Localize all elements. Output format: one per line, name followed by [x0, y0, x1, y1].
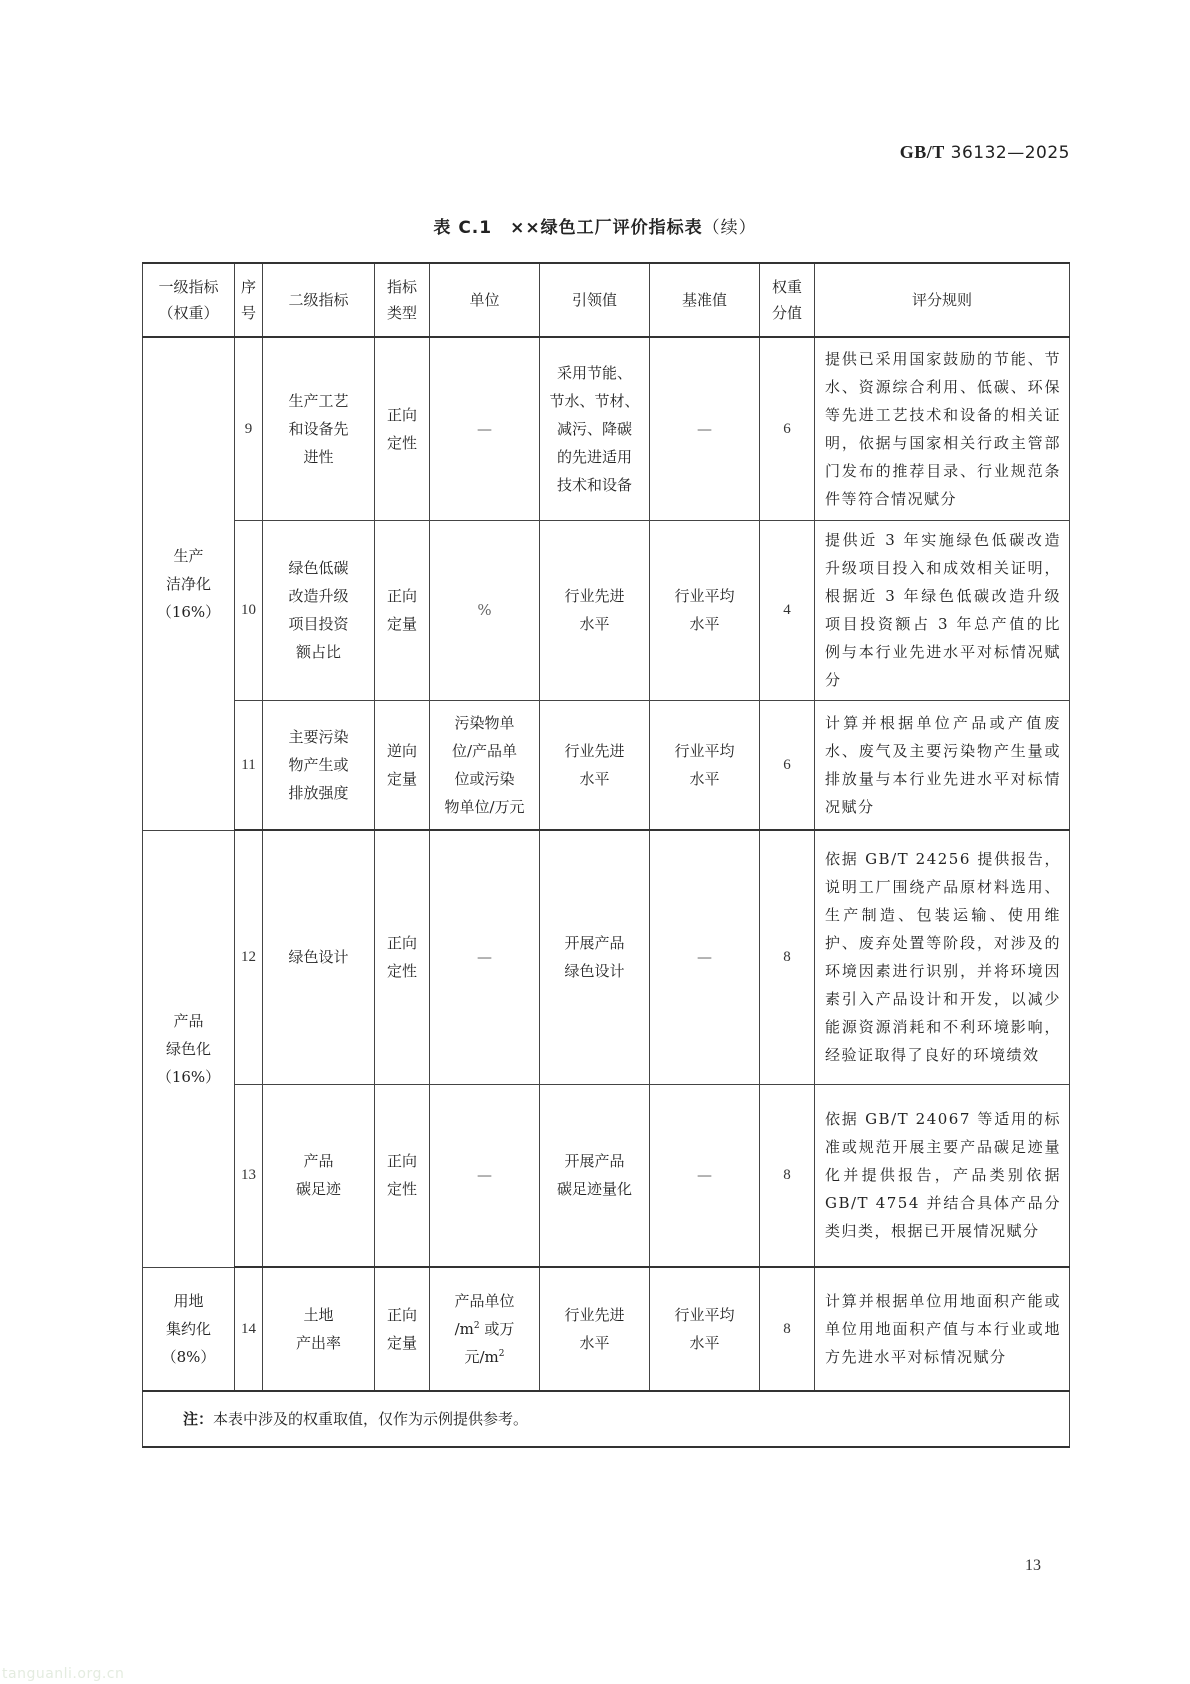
leading-value-cell: 开展产品 绿色设计	[540, 830, 650, 1084]
col-header-weight-score: 权重 分值	[760, 263, 815, 337]
scoring-rule-cell: 提供近 3 年实施绿色低碳改造升级项目投入和成效相关证明，根据近 3 年绿色低碳改造升级项目投资额占 3 年总产值的比例与本行业先进水平对标情况赋分	[815, 520, 1070, 700]
indicator-cell: 土地 产出率	[263, 1267, 375, 1391]
type-cell: 正向 定性	[375, 1084, 430, 1267]
unit-cell: %	[430, 520, 540, 700]
group-cell-product-greening: 产品 绿色化 （16%）	[143, 830, 235, 1267]
weight-score-cell: 6	[760, 337, 815, 520]
col-header-seq: 序 号	[235, 263, 263, 337]
indicator-cell: 绿色低碳 改造升级 项目投资 额占比	[263, 520, 375, 700]
unit-cell: —	[430, 337, 540, 520]
standard-prefix: GB/T	[899, 142, 945, 162]
table-note-row	[143, 1391, 1070, 1447]
unit-cell: 产品单位 $/m^2$ 或万 元$/m^2$	[430, 1267, 540, 1391]
type-cell: 正向 定性	[375, 337, 430, 520]
table-note	[143, 1391, 1070, 1447]
watermark: tanguanli.org.cn	[2, 1666, 125, 1682]
note-label: 注：	[183, 1410, 214, 1428]
scoring-rule-cell: 计算并根据单位产品或产值废水、废气及主要污染物产生量或排放量与本行业先进水平对标情况赋分	[815, 700, 1070, 830]
scoring-rule-cell: 计算并根据单位用地面积产能或单位用地面积产值与本行业或地方先进水平对标情况赋分	[815, 1267, 1070, 1391]
seq-cell: 12	[235, 830, 263, 1084]
table-row	[143, 337, 1070, 520]
weight-score-cell: 8	[760, 830, 815, 1084]
seq-cell: 14	[235, 1267, 263, 1391]
table-title-continued: （续）	[702, 218, 757, 238]
weight-score-cell: 6	[760, 700, 815, 830]
weight-score-cell: 8	[760, 1084, 815, 1267]
col-header-level1: 一级指标 （权重）	[143, 263, 235, 337]
seq-cell: 13	[235, 1084, 263, 1267]
unit-cell: 污染物单 位/产品单 位或污染 物单位/万元	[430, 700, 540, 830]
baseline-value-cell: —	[650, 830, 760, 1084]
group-cell-production-cleanliness: 生产 洁净化 （16%）	[143, 337, 235, 830]
leading-value-cell: 开展产品 碳足迹量化	[540, 1084, 650, 1267]
seq-cell: 10	[235, 520, 263, 700]
table-row	[143, 520, 1070, 700]
col-header-scoring-rule: 评分规则	[815, 263, 1070, 337]
leading-value-cell: 行业先进 水平	[540, 700, 650, 830]
standard-number: 36132—2025	[950, 143, 1070, 163]
baseline-value-cell: 行业平均 水平	[650, 1267, 760, 1391]
indicator-cell: 绿色设计	[263, 830, 375, 1084]
unit-cell: —	[430, 1084, 540, 1267]
table-row	[143, 830, 1070, 1084]
baseline-value-cell: —	[650, 1084, 760, 1267]
leading-value-cell: 行业先进 水平	[540, 520, 650, 700]
col-header-unit: 单位	[430, 263, 540, 337]
scoring-rule-cell: 依据 GB/T 24256 提供报告，说明工厂围绕产品原材料选用、生产制造、包装运输、使用维护、废弃处置等阶段，对涉及的环境因素进行识别，并将环境因素引入产品设计和开发，以减少能源资源消耗和不利环境影响，经验证取得了良好的环境绩效	[815, 830, 1070, 1084]
indicator-cell: 主要污染 物产生或 排放强度	[263, 700, 375, 830]
evaluation-index-table	[142, 262, 1070, 1448]
scoring-rule-cell: 提供已采用国家鼓励的节能、节水、资源综合利用、低碳、环保等先进工艺技术和设备的相关证明，依据与国家相关行政主管部门发布的推荐目录、行业规范条件等符合情况赋分	[815, 337, 1070, 520]
type-cell: 正向 定量	[375, 1267, 430, 1391]
type-cell: 逆向 定量	[375, 700, 430, 830]
leading-value-cell: 采用节能、 节水、节材、 减污、降碳 的先进适用 技术和设备	[540, 337, 650, 520]
note-text: 本表中涉及的权重取值，仅作为示例提供参考。	[213, 1410, 529, 1428]
leading-value-cell: 行业先进 水平	[540, 1267, 650, 1391]
col-header-leading-value: 引领值	[540, 263, 650, 337]
col-header-level2: 二级指标	[263, 263, 375, 337]
indicator-cell: 生产工艺 和设备先 进性	[263, 337, 375, 520]
page-number: 13	[1025, 1557, 1041, 1574]
baseline-value-cell: 行业平均 水平	[650, 520, 760, 700]
type-cell: 正向 定性	[375, 830, 430, 1084]
type-cell: 正向 定量	[375, 520, 430, 700]
col-header-baseline-value: 基准值	[650, 263, 760, 337]
scoring-rule-cell: 依据 GB/T 24067 等适用的标准或规范开展主要产品碳足迹量化并提供报告，产品类别依据 GB/T 4754 并结合具体产品分类归类，根据已开展情况赋分	[815, 1084, 1070, 1267]
col-header-type: 指标 类型	[375, 263, 430, 337]
weight-score-cell: 4	[760, 520, 815, 700]
baseline-value-cell: 行业平均 水平	[650, 700, 760, 830]
table-row	[143, 1084, 1070, 1267]
table-row	[143, 1267, 1070, 1391]
indicator-cell: 产品 碳足迹	[263, 1084, 375, 1267]
seq-cell: 11	[235, 700, 263, 830]
standard-code	[900, 142, 1070, 163]
group-cell-land-intensification: 用地 集约化 （8%）	[143, 1267, 235, 1391]
unit-cell: —	[430, 830, 540, 1084]
table-title	[0, 213, 1190, 238]
table-header-row	[143, 263, 1070, 337]
baseline-value-cell: —	[650, 337, 760, 520]
table-title-text: 表 C.1 ××绿色工厂评价指标表	[433, 218, 703, 238]
seq-cell: 9	[235, 337, 263, 520]
table-row	[143, 700, 1070, 830]
weight-score-cell: 8	[760, 1267, 815, 1391]
